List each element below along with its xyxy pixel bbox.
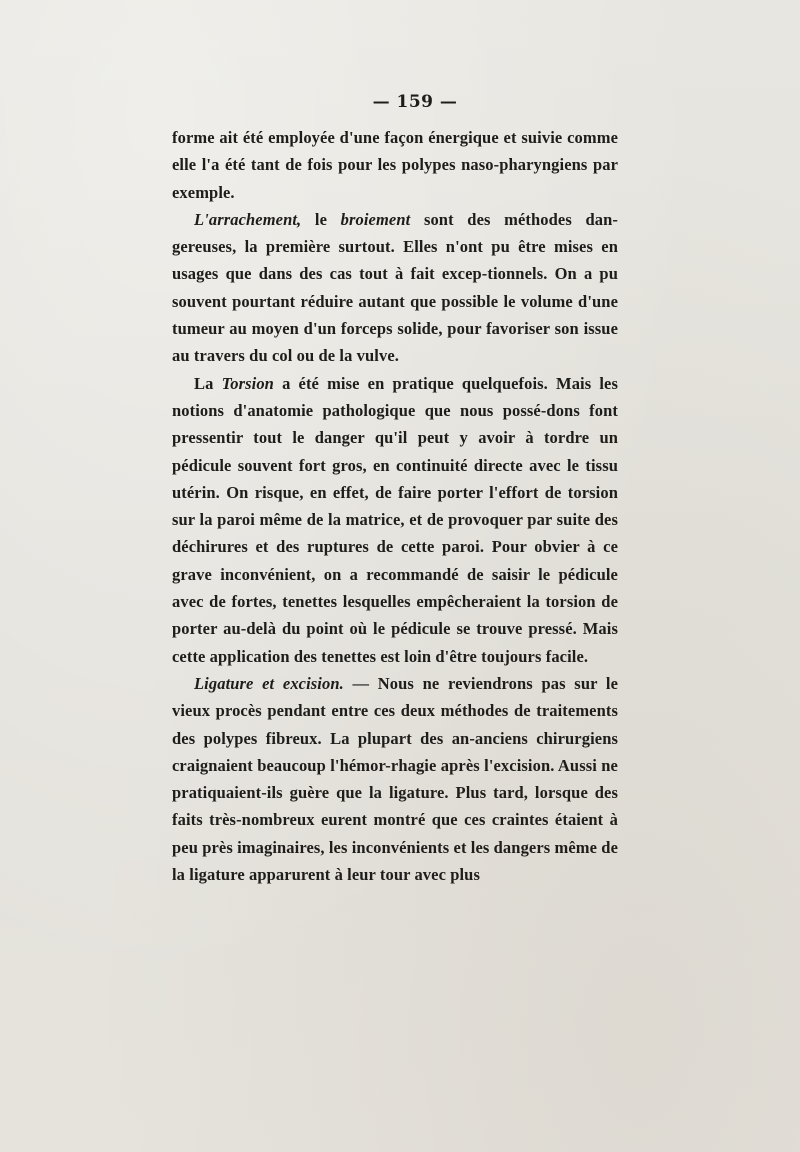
paragraph-3: [172, 370, 618, 670]
page-number: — 159 —: [372, 92, 458, 112]
paragraph-2-lead-arrachement: L'arrachement,: [194, 209, 302, 229]
page-content: [172, 92, 618, 888]
paragraph-1-text: forme ait été employée d'une façon énergique et suivie comme elle l'a été tant de fois pour les polypes naso-pharyngiens par exemple.: [172, 128, 618, 202]
paragraph-4-lead-ligature: Ligature et excision.: [194, 673, 344, 693]
paragraph-3-text: a été mise en pratique quelquefois. Mais les notions d'anatomie pathologique que nous possé-dons font pressentir tout le danger qu'il peut y avoir à tordre un pédicule souvent fort gros, en continuité directe avec le tissu utérin. On risque, en effet, de faire porter l'effort de torsion sur la paroi même de la matrice, et de provoquer par suite des déchirures et des ruptures de cette paroi. Pour obvier à ce grave inconvénient, on a recommandé de saisir le pédicule avec de fortes, tenettes lesquelles empêcheraient la torsion de porter au-delà du point où le pédicule se trouve pressé. Mais cette application des tenettes est loin d'être toujours facile.: [172, 373, 618, 666]
paragraph-2-lead-broiement: broiement: [340, 209, 411, 229]
paragraph-2-text: sont des méthodes dan-gereuses, la première surtout. Elles n'ont pu être mises en usages que dans des cas tout à fait excep-tionnels. On a pu souvent pourtant réduire autant que possible le volume d'une tumeur au moyen d'un forceps solide, pour favoriser son issue au travers du col ou de la vulve.: [172, 209, 618, 366]
paragraph-4-text: — Nous ne reviendrons pas sur le vieux procès pendant entre ces deux méthodes de traitements des polypes fibreux. La plupart des an-anciens chirurgiens craignaient beaucoup l'hémor-rhagie après l'excision. Aussi ne pratiquaient-ils guère que la ligature. Plus tard, lorsque des faits très-nombreux eurent montré que ces craintes étaient à peu près imaginaires, les inconvénients et les dangers même de la ligature apparurent à leur tour avec plus: [172, 673, 618, 885]
paragraph-1: [172, 124, 618, 206]
paragraph-4: [172, 670, 618, 888]
paragraph-3-lead-torsion: Torsion: [221, 373, 274, 393]
paragraph-2: [172, 206, 618, 370]
paragraph-2-connector: le: [301, 209, 341, 229]
paragraph-3-pre: La: [194, 373, 222, 393]
